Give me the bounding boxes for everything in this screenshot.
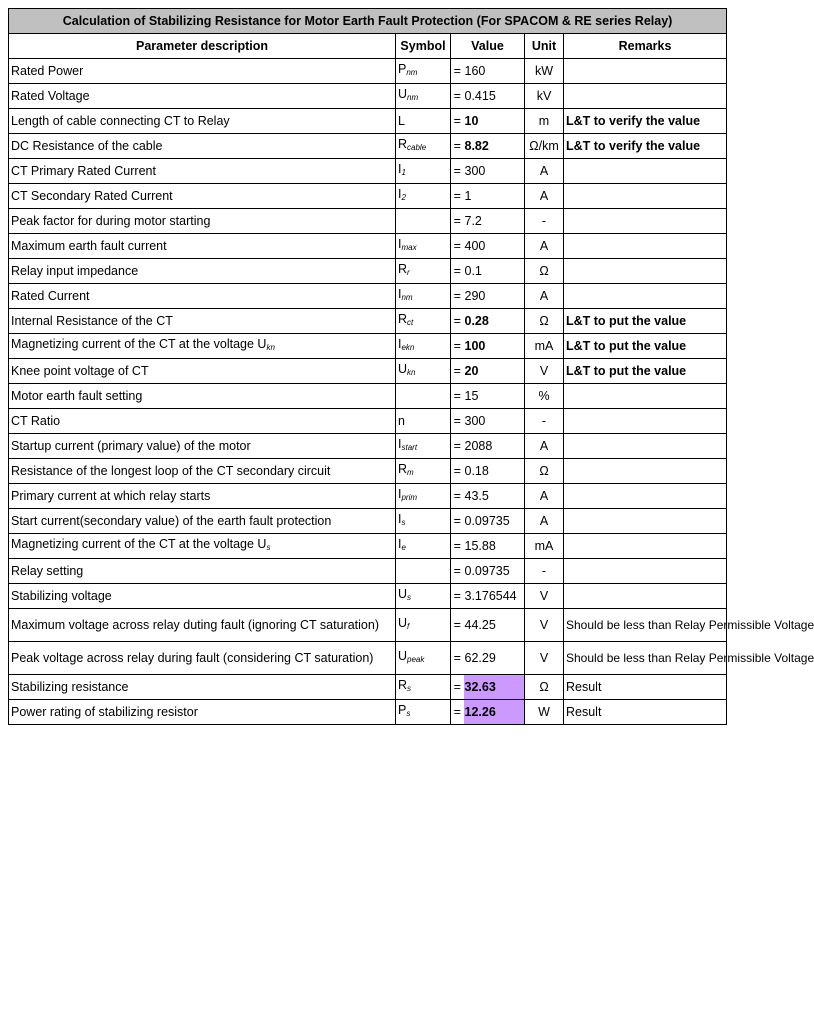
equals-sign: = (451, 309, 464, 334)
remarks-cell (564, 559, 727, 584)
parameter-text: CT Primary Rated Current (11, 164, 156, 178)
symbol-cell (396, 700, 451, 725)
table-row (9, 334, 727, 359)
table-row (9, 259, 727, 284)
symbol-cell (396, 134, 451, 159)
parameter-description (9, 509, 396, 534)
equals-sign: = (451, 559, 464, 584)
value-cell[interactable]: 44.25 (464, 609, 525, 642)
unit-cell: A (525, 284, 564, 309)
value-cell[interactable]: 0.09735 (464, 509, 525, 534)
parameter-text: Relay setting (11, 564, 84, 578)
remarks-cell (564, 234, 727, 259)
symbol-subscript: s (406, 709, 411, 718)
parameter-text: CT Secondary Rated Current (11, 189, 173, 203)
symbol-letter: I (398, 287, 402, 301)
symbol-cell (396, 609, 451, 642)
symbol-letter: P (398, 703, 407, 717)
remarks-cell (564, 409, 727, 434)
equals-sign: = (451, 609, 464, 642)
symbol-cell (396, 409, 451, 434)
table-row (9, 384, 727, 409)
value-cell[interactable]: 10 (464, 109, 525, 134)
symbol-subscript: e (401, 543, 406, 552)
symbol-subscript: nm (401, 293, 413, 302)
unit-cell: - (525, 559, 564, 584)
unit-cell: m (525, 109, 564, 134)
remarks-cell (564, 584, 727, 609)
header-parameter: Parameter description (9, 34, 396, 59)
symbol-subscript: start (401, 443, 418, 452)
parameter-description (9, 359, 396, 384)
equals-sign: = (451, 184, 464, 209)
value-cell[interactable]: 0.415 (464, 84, 525, 109)
remarks-cell (564, 284, 727, 309)
parameter-text: Stabilizing voltage (11, 589, 112, 603)
parameter-description (9, 534, 396, 559)
value-cell[interactable]: 12.26 (464, 700, 525, 725)
table-row (9, 234, 727, 259)
symbol-subscript: f (407, 622, 410, 631)
value-cell[interactable]: 2088 (464, 434, 525, 459)
unit-cell: A (525, 184, 564, 209)
value-cell[interactable]: 20 (464, 359, 525, 384)
symbol-letter: R (398, 312, 408, 326)
unit-cell: V (525, 584, 564, 609)
parameter-description (9, 84, 396, 109)
remarks-cell (564, 534, 727, 559)
value-cell[interactable]: 0.28 (464, 309, 525, 334)
symbol-subscript: 2 (401, 193, 406, 202)
remarks-cell (564, 159, 727, 184)
table-row (9, 609, 727, 642)
equals-sign: = (451, 484, 464, 509)
symbol-cell (396, 159, 451, 184)
unit-cell: Ω (525, 675, 564, 700)
unit-cell: kV (525, 84, 564, 109)
parameter-text: Relay input impedance (11, 264, 139, 278)
unit-cell: A (525, 484, 564, 509)
symbol-subscript: peak (407, 655, 425, 664)
value-cell[interactable]: 1 (464, 184, 525, 209)
symbol-cell (396, 284, 451, 309)
parameter-text: Knee point voltage of CT (11, 364, 149, 378)
symbol-letter: I (398, 187, 402, 201)
table-row (9, 409, 727, 434)
table-row (9, 184, 727, 209)
parameter-text: CT Ratio (11, 414, 61, 428)
value-cell[interactable]: 15 (464, 384, 525, 409)
equals-sign: = (451, 59, 464, 84)
value-cell[interactable]: 290 (464, 284, 525, 309)
remarks-cell: Result (564, 675, 727, 700)
unit-cell: V (525, 642, 564, 675)
symbol-letter: I (398, 487, 402, 501)
symbol-letter: R (398, 462, 408, 476)
parameter-text: Start current(secondary value) of the earth fault protection (11, 514, 332, 528)
parameter-description (9, 409, 396, 434)
parameter-description (9, 309, 396, 334)
remarks-cell (564, 484, 727, 509)
symbol-subscript: s (401, 518, 406, 527)
table-row (9, 642, 727, 675)
symbol-letter: I (398, 237, 402, 251)
header-value: Value (451, 34, 525, 59)
table-row (9, 434, 727, 459)
parameter-description (9, 675, 396, 700)
symbol-letter: U (398, 362, 408, 376)
value-cell[interactable]: 62.29 (464, 642, 525, 675)
symbol-letter: I (398, 162, 402, 176)
remarks-cell (564, 384, 727, 409)
unit-cell: V (525, 609, 564, 642)
table-row (9, 284, 727, 309)
equals-sign: = (451, 584, 464, 609)
value-cell[interactable]: 0.18 (464, 459, 525, 484)
equals-sign: = (451, 334, 464, 359)
remarks-cell: Result (564, 700, 727, 725)
equals-sign: = (451, 159, 464, 184)
equals-sign: = (451, 109, 464, 134)
symbol-cell (396, 184, 451, 209)
table-row (9, 109, 727, 134)
symbol-cell (396, 309, 451, 334)
symbol-cell (396, 259, 451, 284)
parameter-description (9, 584, 396, 609)
symbol-cell (396, 675, 451, 700)
equals-sign: = (451, 509, 464, 534)
unit-cell: mA (525, 334, 564, 359)
symbol-subscript: ekn (401, 343, 415, 352)
symbol-cell (396, 584, 451, 609)
parameter-description (9, 284, 396, 309)
parameter-text: Maximum voltage across relay duting fault (ignoring CT saturation) (11, 618, 379, 632)
remarks-cell (564, 459, 727, 484)
parameter-description (9, 384, 396, 409)
equals-sign: = (451, 384, 464, 409)
parameter-description (9, 642, 396, 675)
table-row (9, 534, 727, 559)
parameter-text: Maximum earth fault current (11, 239, 167, 253)
symbol-letter: n (398, 414, 405, 428)
value-cell[interactable]: 300 (464, 159, 525, 184)
parameter-text: Motor earth fault setting (11, 389, 143, 403)
symbol-letter: U (398, 587, 408, 601)
parameter-text: Length of cable connecting CT to Relay (11, 114, 230, 128)
value-cell[interactable]: 7.2 (464, 209, 525, 234)
symbol-subscript: s (407, 593, 412, 602)
parameter-text: Magnetizing current of the CT at the voltage U (11, 337, 267, 351)
value-cell[interactable]: 160 (464, 59, 525, 84)
parameter-text: Resistance of the longest loop of the CT secondary circuit (11, 464, 331, 478)
parameter-description (9, 334, 396, 359)
table-row (9, 675, 727, 700)
unit-cell: V (525, 359, 564, 384)
parameter-description (9, 484, 396, 509)
parameter-text: Rated Current (11, 289, 90, 303)
remarks-cell (564, 184, 727, 209)
remarks-cell: L&T to verify the value (564, 134, 727, 159)
symbol-subscript: nm (406, 68, 418, 77)
unit-cell: Ω (525, 459, 564, 484)
symbol-cell (396, 209, 451, 234)
table-row (9, 84, 727, 109)
symbol-cell (396, 84, 451, 109)
symbol-cell (396, 334, 451, 359)
equals-sign: = (451, 84, 464, 109)
parameter-text: Magnetizing current of the CT at the voltage U (11, 537, 267, 551)
unit-cell: Ω (525, 309, 564, 334)
value-cell[interactable]: 3.176544 (464, 584, 525, 609)
sheet-title: Calculation of Stabilizing Resistance for Motor Earth Fault Protection (For SPACOM & RE series Relay) (9, 9, 727, 34)
equals-sign: = (451, 259, 464, 284)
equals-sign: = (451, 642, 464, 675)
parameter-description (9, 134, 396, 159)
parameter-description (9, 259, 396, 284)
value-cell[interactable]: 100 (464, 334, 525, 359)
value-cell[interactable]: 0.1 (464, 259, 525, 284)
equals-sign: = (451, 534, 464, 559)
parameter-text: Rated Voltage (11, 89, 90, 103)
parameter-text: Power rating of stabilizing resistor (11, 705, 198, 719)
symbol-letter: U (398, 649, 408, 663)
table-row (9, 359, 727, 384)
parameter-subscript: s (266, 543, 271, 552)
unit-cell: Ω/km (525, 134, 564, 159)
symbol-letter: L (398, 114, 405, 128)
table-row (9, 309, 727, 334)
table-row (9, 584, 727, 609)
symbol-letter: R (398, 678, 408, 692)
unit-cell: Ω (525, 259, 564, 284)
equals-sign: = (451, 675, 464, 700)
value-cell[interactable]: 43.5 (464, 484, 525, 509)
remarks-cell (564, 434, 727, 459)
symbol-cell (396, 642, 451, 675)
symbol-subscript: max (401, 243, 417, 252)
unit-cell: A (525, 159, 564, 184)
parameter-description (9, 109, 396, 134)
unit-cell: A (525, 434, 564, 459)
unit-cell: A (525, 509, 564, 534)
parameter-description (9, 609, 396, 642)
unit-cell: % (525, 384, 564, 409)
unit-cell: mA (525, 534, 564, 559)
value-cell[interactable]: 15.88 (464, 534, 525, 559)
remarks-cell (564, 209, 727, 234)
parameter-text: Internal Resistance of the CT (11, 314, 173, 328)
parameter-text: DC Resistance of the cable (11, 139, 163, 153)
remarks-cell (564, 84, 727, 109)
remarks-cell: L&T to put the value (564, 309, 727, 334)
unit-cell: - (525, 409, 564, 434)
table-row (9, 59, 727, 84)
remarks-cell: L&T to verify the value (564, 109, 727, 134)
symbol-letter: R (398, 137, 408, 151)
parameter-text: Primary current at which relay starts (11, 489, 211, 503)
table-row (9, 484, 727, 509)
value-cell[interactable]: 400 (464, 234, 525, 259)
symbol-cell (396, 234, 451, 259)
equals-sign: = (451, 209, 464, 234)
remarks-cell: L&T to put the value (564, 359, 727, 384)
symbol-letter: I (398, 512, 402, 526)
calculation-sheet (8, 8, 814, 725)
header-row (9, 34, 727, 59)
table-row (9, 509, 727, 534)
value-cell[interactable]: 8.82 (464, 134, 525, 159)
parameter-description (9, 59, 396, 84)
symbol-subscript: r (407, 268, 410, 277)
value-cell[interactable]: 0.09735 (464, 559, 525, 584)
symbol-subscript: kn (407, 368, 416, 377)
parameter-description (9, 209, 396, 234)
symbol-letter: U (398, 87, 408, 101)
symbol-subscript: 1 (401, 168, 406, 177)
equals-sign: = (451, 409, 464, 434)
symbol-cell (396, 384, 451, 409)
symbol-subscript: prim (401, 493, 418, 502)
equals-sign: = (451, 459, 464, 484)
remarks-cell (564, 59, 727, 84)
parameter-description (9, 434, 396, 459)
parameter-description (9, 234, 396, 259)
table-row (9, 700, 727, 725)
remarks-cell (564, 509, 727, 534)
parameter-text: Startup current (primary value) of the motor (11, 439, 251, 453)
symbol-letter: I (398, 337, 402, 351)
header-symbol: Symbol (396, 34, 451, 59)
symbol-subscript: cable (407, 143, 427, 152)
parameter-rows (9, 59, 814, 725)
symbol-letter: U (398, 616, 408, 630)
header-remarks: Remarks (564, 34, 727, 59)
equals-sign: = (451, 359, 464, 384)
remarks-cell (564, 259, 727, 284)
symbol-cell (396, 509, 451, 534)
unit-cell: W (525, 700, 564, 725)
equals-sign: = (451, 700, 464, 725)
parameter-description (9, 459, 396, 484)
symbol-cell (396, 559, 451, 584)
equals-sign: = (451, 434, 464, 459)
value-cell[interactable]: 300 (464, 409, 525, 434)
table-row (9, 209, 727, 234)
parameter-text: Stabilizing resistance (11, 680, 129, 694)
symbol-cell (396, 459, 451, 484)
table-row (9, 559, 727, 584)
parameter-text: Peak factor for during motor starting (11, 214, 211, 228)
symbol-letter: I (398, 537, 402, 551)
equals-sign: = (451, 284, 464, 309)
symbol-letter: I (398, 437, 402, 451)
symbol-cell (396, 534, 451, 559)
parameter-text: Peak voltage across relay during fault (considering CT saturation) (11, 651, 374, 665)
table-row (9, 134, 727, 159)
equals-sign: = (451, 234, 464, 259)
symbol-cell (396, 359, 451, 384)
unit-cell: A (525, 234, 564, 259)
table-row (9, 459, 727, 484)
remarks-cell: Should be less than Relay Permissible Voltage (564, 609, 727, 642)
parameter-description (9, 184, 396, 209)
parameter-description (9, 559, 396, 584)
symbol-letter: R (398, 262, 408, 276)
symbol-cell (396, 59, 451, 84)
equals-sign: = (451, 134, 464, 159)
value-cell[interactable]: 32.63 (464, 675, 525, 700)
parameter-text: Rated Power (11, 64, 84, 78)
symbol-subscript: m (407, 468, 414, 477)
parameter-description (9, 700, 396, 725)
remarks-cell: L&T to put the value (564, 334, 727, 359)
parameter-subscript: kn (266, 343, 275, 352)
symbol-subscript: nm (407, 93, 419, 102)
symbol-cell (396, 484, 451, 509)
symbol-letter: P (398, 62, 407, 76)
remarks-cell: Should be less than Relay Permissible Voltage (564, 642, 727, 675)
unit-cell: - (525, 209, 564, 234)
parameter-description (9, 159, 396, 184)
symbol-subscript: s (407, 684, 412, 693)
symbol-cell (396, 434, 451, 459)
table-row (9, 159, 727, 184)
header-unit: Unit (525, 34, 564, 59)
symbol-cell (396, 109, 451, 134)
unit-cell: kW (525, 59, 564, 84)
symbol-subscript: ct (407, 318, 414, 327)
